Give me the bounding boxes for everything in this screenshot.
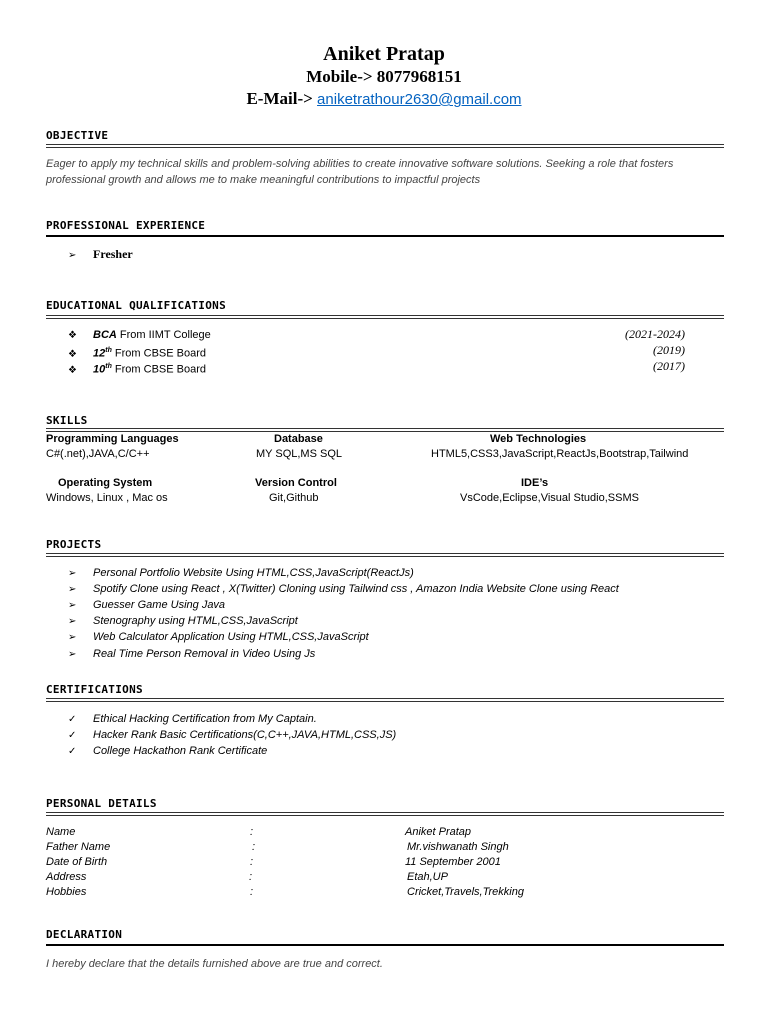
skills-divider xyxy=(46,428,724,432)
projects-heading: PROJECTS xyxy=(46,538,102,551)
certification-text: Hacker Rank Basic Certifications(C,C++,JAVA,HTML,CSS,JS) xyxy=(93,729,397,741)
mobile-line: Mobile-> 8077968151 xyxy=(306,67,462,86)
arrow-bullet-icon: ➢ xyxy=(68,250,77,261)
experience-heading: PROFESSIONAL EXPERIENCE xyxy=(46,219,206,232)
resume-name: Aniket Pratap xyxy=(323,43,445,65)
education-divider xyxy=(46,315,724,319)
education-institution: From IIMT College xyxy=(116,329,211,341)
skill-os-heading: Operating System xyxy=(58,477,153,489)
arrow-bullet-icon: ➢ xyxy=(68,649,77,660)
personal-label: Date of Birth xyxy=(46,856,108,868)
skill-programming-value: C#(.net),JAVA,C/C++ xyxy=(46,448,150,460)
education-degree-suffix: th xyxy=(105,347,112,354)
education-item xyxy=(68,327,211,343)
objective-text-line-2: professional growth and allows me to make meaningful contributions to impactful projects xyxy=(46,174,481,186)
education-degree-suffix: th xyxy=(105,363,112,370)
education-heading: EDUCATIONAL QUALIFICATIONS xyxy=(46,299,226,312)
project-item xyxy=(68,581,619,597)
personal-label: Name xyxy=(46,826,76,838)
personal-value: Aniket Pratap xyxy=(405,826,472,838)
personal-value: Etah,UP xyxy=(407,871,448,883)
email-link[interactable]: aniketrathour2630@gmail.com xyxy=(317,91,522,108)
check-bullet-icon: ✓ xyxy=(68,746,77,757)
project-text: Spotify Clone using React , X(Twitter) Cloning using Tailwind css , Amazon India Website Clone using React xyxy=(93,583,619,595)
education-years: (2019) xyxy=(653,343,685,357)
declaration-heading: DECLARATION xyxy=(46,928,123,941)
project-text: Web Calculator Application Using HTML,CSS,JavaScript xyxy=(93,631,369,643)
declaration-text: I hereby declare that the details furnished above are true and correct. xyxy=(46,958,383,970)
arrow-bullet-icon: ➢ xyxy=(68,616,77,627)
email-label: E-Mail-> xyxy=(246,89,318,108)
education-degree: 12 xyxy=(93,347,106,360)
objective-divider xyxy=(46,144,724,148)
experience-item xyxy=(68,246,133,262)
skill-programming-heading: Programming Languages xyxy=(46,433,179,445)
personal-value: 11 September 2001 xyxy=(405,856,501,868)
project-text: Real Time Person Removal in Video Using Js xyxy=(93,648,316,660)
personal-separator: : xyxy=(249,871,253,883)
experience-divider xyxy=(46,235,724,237)
education-degree: BCA xyxy=(93,329,117,341)
personal-details-divider xyxy=(46,812,724,816)
project-item xyxy=(68,646,315,662)
skill-ide-value: VsCode,Eclipse,Visual Studio,SSMS xyxy=(460,492,639,504)
certifications-divider xyxy=(46,698,724,702)
check-bullet-icon: ✓ xyxy=(68,714,77,725)
skills-heading: SKILLS xyxy=(46,414,88,427)
diamond-bullet-icon: ❖ xyxy=(68,348,77,360)
project-text: Personal Portfolio Website Using HTML,CSS,JavaScript(ReactJs) xyxy=(93,567,414,579)
arrow-bullet-icon: ➢ xyxy=(68,632,77,643)
arrow-bullet-icon: ➢ xyxy=(68,600,77,611)
certification-text: College Hackathon Rank Certificate xyxy=(93,745,268,757)
objective-text-line-1: Eager to apply my technical skills and problem-solving abilities to create innovative software solutions. Seeking a role that fosters xyxy=(46,158,674,170)
skill-vcs-heading: Version Control xyxy=(255,477,337,489)
arrow-bullet-icon: ➢ xyxy=(68,568,77,579)
personal-label: Hobbies xyxy=(46,886,87,898)
skill-web-value: HTML5,CSS3,JavaScript,ReactJs,Bootstrap,Tailwind xyxy=(431,448,689,460)
certification-item xyxy=(68,727,396,743)
certification-text: Ethical Hacking Certification from My Captain. xyxy=(93,713,317,725)
check-bullet-icon: ✓ xyxy=(68,730,77,741)
skill-database-heading: Database xyxy=(274,433,323,445)
personal-label: Father Name xyxy=(46,841,111,853)
project-item xyxy=(68,597,225,613)
diamond-bullet-icon: ❖ xyxy=(68,364,77,376)
personal-value: Mr.vishwanath Singh xyxy=(407,841,509,853)
certifications-heading: CERTIFICATIONS xyxy=(46,683,143,696)
education-years: (2017) xyxy=(653,359,685,373)
education-degree: 10 xyxy=(93,363,106,376)
project-item xyxy=(68,629,369,645)
skill-ide-heading: IDE’s xyxy=(521,477,549,489)
certification-item xyxy=(68,711,317,727)
project-item xyxy=(68,613,298,629)
personal-separator: : xyxy=(250,886,254,898)
personal-details-heading: PERSONAL DETAILS xyxy=(46,797,157,810)
skill-web-heading: Web Technologies xyxy=(490,433,587,445)
projects-divider xyxy=(46,553,724,557)
skill-os-value: Windows, Linux , Mac os xyxy=(46,492,168,504)
education-institution: From CBSE Board xyxy=(111,347,206,360)
email-line xyxy=(0,89,768,109)
certification-item xyxy=(68,743,267,759)
personal-separator: : xyxy=(252,841,256,853)
project-text: Stenography using HTML,CSS,JavaScript xyxy=(93,615,298,627)
arrow-bullet-icon: ➢ xyxy=(68,584,77,595)
personal-separator: : xyxy=(250,826,254,838)
skill-database-value: MY SQL,MS SQL xyxy=(256,448,342,460)
experience-text: Fresher xyxy=(93,247,133,261)
project-item xyxy=(68,565,414,581)
project-text: Guesser Game Using Java xyxy=(93,599,226,611)
personal-value: Cricket,Travels,Trekking xyxy=(407,886,524,898)
education-institution: From CBSE Board xyxy=(111,363,206,376)
declaration-divider xyxy=(46,944,724,946)
education-item xyxy=(68,343,206,359)
objective-heading: OBJECTIVE xyxy=(46,129,109,142)
education-years: (2021-2024) xyxy=(625,327,685,341)
education-item xyxy=(68,359,206,375)
personal-label: Address xyxy=(46,871,87,883)
personal-separator: : xyxy=(250,856,254,868)
skill-vcs-value: Git,Github xyxy=(269,492,319,504)
diamond-bullet-icon: ❖ xyxy=(68,330,77,341)
